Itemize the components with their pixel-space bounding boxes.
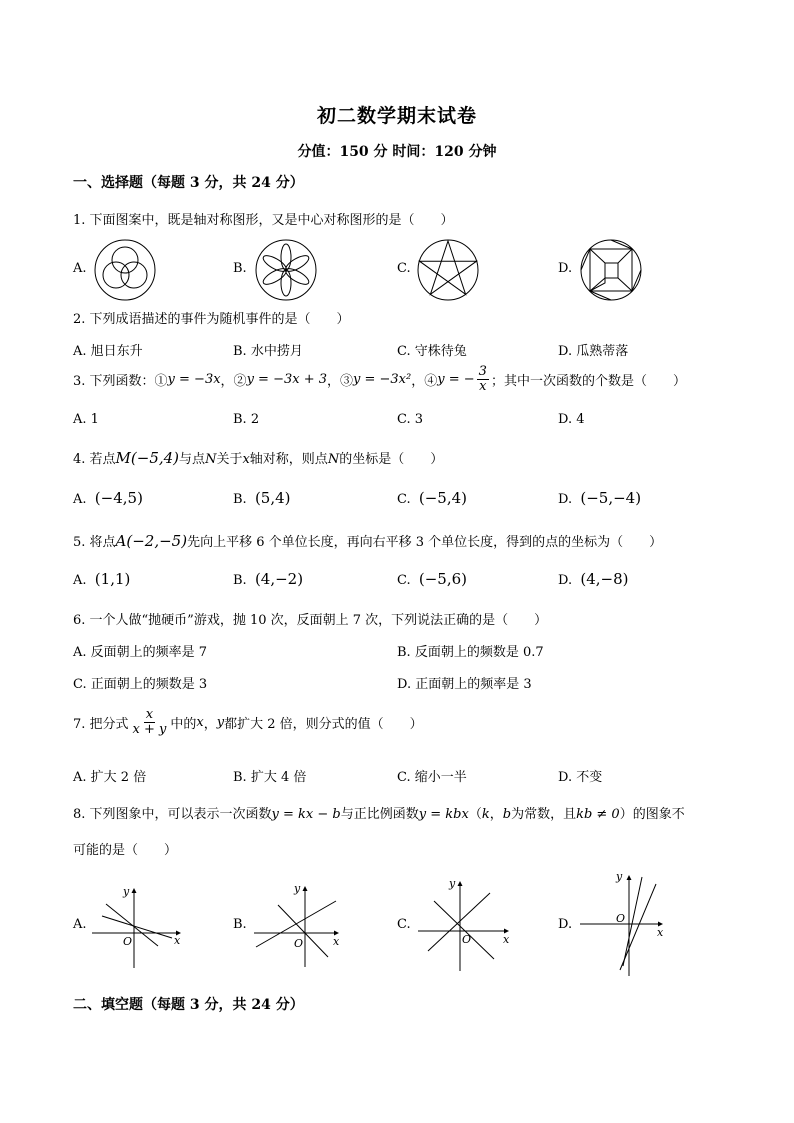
q8c-y-label: y [449, 877, 456, 890]
q4-value-a: (−4,5) [94, 489, 143, 507]
q1-label-b: B. [233, 261, 247, 276]
q3-function-3: y = −3x² [353, 372, 412, 388]
q8-function-2: y = kbx [418, 807, 469, 822]
q8c-line-2 [428, 893, 490, 951]
q5-value-c: (−5,6) [418, 570, 468, 588]
question-1-stem: 1. 下面图案中，既是轴对称图形，又是中心对称图形的是（ ） [73, 213, 454, 228]
question-8-stem [73, 803, 685, 822]
q8-var-b: b [502, 807, 512, 822]
q3-option-a: A. 1 [73, 412, 99, 427]
q3-function-4: y = − [437, 372, 475, 388]
q1-figure-c [415, 238, 481, 302]
q8c-x-label: x [503, 933, 510, 946]
q8-label-b: B. [233, 917, 247, 932]
q4-option-a [73, 489, 143, 507]
q4-mid-2: 关于 [216, 452, 243, 467]
q7-tail: 都扩大 2 倍，则分式的值（ ） [224, 717, 423, 733]
q8c-line-1 [434, 901, 494, 959]
q5-lead: 5. 将点 [73, 535, 116, 550]
q5-value-d: (4,−8) [580, 570, 629, 588]
q2-option-b: B. 水中捞月 [233, 344, 303, 359]
q8-label-d: D. [558, 917, 573, 932]
q4-value-c: (−5,4) [418, 489, 468, 507]
q5-value-a: (1,1) [94, 570, 131, 588]
q7-var-x: x [196, 715, 204, 731]
q8-graph-d [576, 868, 676, 978]
q8-condition: kb ≠ 0 [576, 807, 620, 822]
q8b-x-label: x [333, 935, 340, 948]
q8-label-a: A. [73, 917, 87, 932]
question-6-stem: 6. 一个人做“抛硬币”游戏，抛 10 次，反面朝上 7 次，下列说法正确的是（ ） [73, 613, 548, 628]
q6-option-c: C. 正面朝上的频数是 3 [73, 677, 208, 692]
q2-option-d: D. 瓜熟蒂落 [558, 344, 629, 359]
q8a-y-arrow [132, 888, 137, 893]
q8d-line-2 [623, 877, 642, 966]
q4-point-n: N [205, 452, 217, 467]
q2-option-c: C. 守株待兔 [397, 344, 467, 359]
q8b-origin: O [294, 937, 304, 950]
q3-sep-3: ，③ [327, 374, 354, 390]
q5-option-b [233, 570, 303, 588]
q7-lead: 7. 把分式 [73, 717, 129, 733]
q7-fraction-numerator: x [145, 707, 154, 722]
q5-option-d [558, 570, 629, 588]
page-subtitle: 分值：150 分 时间：120 分钟 [297, 144, 497, 160]
q7-comma: ， [203, 717, 217, 733]
q1-figure-b [253, 238, 319, 302]
q3-fraction [477, 365, 489, 395]
q3-sep-2: ，② [220, 374, 247, 390]
q8-graph-b [252, 877, 352, 969]
q1-figure-a [92, 238, 158, 302]
q5-label-c: C. [397, 573, 411, 588]
q6-option-b: B. 反面朝上的频数是 0.7 [397, 645, 544, 660]
q8-tail: ）的图象不 [619, 807, 685, 822]
q4-label-c: C. [397, 492, 411, 507]
q8a-origin: O [123, 935, 133, 948]
q8d-x-label: x [657, 926, 664, 939]
q7-fraction-denominator: x + y [132, 722, 167, 738]
q3-option-d: D. 4 [558, 412, 585, 427]
q7-option-a: A. 扩大 2 倍 [73, 770, 147, 785]
q4-value-d: (−5,−4) [580, 489, 642, 507]
q8-cond-mid: 为常数，且 [511, 807, 577, 822]
q4-tail: 的坐标是（ ） [339, 452, 444, 467]
q8b-y-label: y [294, 882, 301, 895]
q4-point-m: M(−5,4) [115, 449, 180, 467]
q5-label-a: A. [73, 573, 87, 588]
q3-function-2: y = −3x + 3 [246, 372, 327, 388]
q5-option-a [73, 570, 130, 588]
q5-label-b: B. [233, 573, 247, 588]
q4-label-d: D. [558, 492, 573, 507]
q7-option-d: D. 不变 [558, 770, 603, 785]
q7-option-b: B. 扩大 4 倍 [233, 770, 307, 785]
q7-fraction [131, 708, 169, 738]
q3-function-1: y = −3x [167, 372, 221, 388]
q8-function-1: y = kx − b [271, 807, 341, 822]
q4-point-n-2: N [327, 452, 340, 467]
q8d-y-label: y [616, 870, 623, 883]
q8-paren: （ [468, 807, 482, 822]
q4-mid-1: 与点 [179, 452, 206, 467]
q1-figure-d [578, 238, 644, 302]
q2-option-a: A. 旭日东升 [73, 344, 143, 359]
q8d-origin: O [616, 912, 626, 925]
q8a-line-1 [102, 916, 172, 938]
question-8-stem-line-2: 可能的是（ ） [73, 843, 178, 858]
question-4-stem [73, 448, 443, 467]
section-heading-choice: 一、选择题（每题 3 分，共 24 分） [73, 175, 304, 191]
q8-lead: 8. 下列图象中，可以表示一次函数 [73, 807, 272, 822]
q8b-y-arrow [303, 886, 308, 891]
q7-option-c: C. 缩小一半 [397, 770, 467, 785]
q8-comma: ， [489, 807, 503, 822]
q5-value-b: (4,−2) [254, 570, 304, 588]
q4-value-b: (5,4) [254, 489, 291, 507]
q3-fraction-numerator: 3 [478, 364, 487, 379]
q4-option-d [558, 489, 641, 507]
q4-label-b: B. [233, 492, 247, 507]
question-7-stem [73, 708, 423, 738]
q6-option-d: D. 正面朝上的频率是 3 [397, 677, 532, 692]
q7-mid: 中的 [170, 717, 197, 733]
q5-tail: 先向上平移 6 个单位长度，再向右平移 3 个单位长度，得到的点的坐标为（ ） [187, 535, 663, 550]
section-heading-fill: 二、填空题（每题 3 分，共 24 分） [73, 997, 304, 1013]
q8c-origin: O [462, 933, 472, 946]
q5-label-d: D. [558, 573, 573, 588]
q8-var-k: k [481, 807, 490, 822]
q8d-y-arrow [627, 875, 632, 880]
q7-var-y: y [216, 715, 225, 731]
q1-label-d: D. [558, 261, 573, 276]
q8-mid: 与正比例函数 [340, 807, 419, 822]
q3-option-b: B. 2 [233, 412, 260, 427]
q5-option-c [397, 570, 467, 588]
page-title: 初二数学期末试卷 [316, 105, 477, 127]
q4-label-a: A. [73, 492, 87, 507]
q5-point-a: A(−2,−5) [115, 532, 188, 550]
q6-option-a: A. 反面朝上的频率是 7 [73, 645, 208, 660]
q1-label-a: A. [73, 261, 87, 276]
q8a-y-label: y [123, 885, 130, 898]
q8-label-c: C. [397, 917, 411, 932]
q8a-x-label: x [174, 934, 181, 947]
question-5-stem [73, 531, 662, 550]
q3-option-c: C. 3 [397, 412, 424, 427]
q4-lead: 4. 若点 [73, 452, 116, 467]
q8c-y-arrow [458, 881, 463, 886]
q4-axis-x: x [242, 452, 250, 467]
q3-tail: ；其中一次函数的个数是（ ） [490, 374, 686, 390]
question-2-stem: 2. 下列成语描述的事件为随机事件的是（ ） [73, 312, 350, 327]
question-3-stem [73, 365, 686, 395]
q8-graph-a [90, 880, 190, 970]
q3-lead: 3. 下列函数：① [73, 374, 168, 390]
q4-option-b [233, 489, 291, 507]
q4-option-c [397, 489, 467, 507]
q3-sep-4: ，④ [411, 374, 438, 390]
q1-label-c: C. [397, 261, 411, 276]
q4-mid-3: 轴对称，则点 [249, 452, 328, 467]
q3-fraction-denominator: x [479, 379, 487, 395]
q8-graph-c [414, 873, 514, 973]
